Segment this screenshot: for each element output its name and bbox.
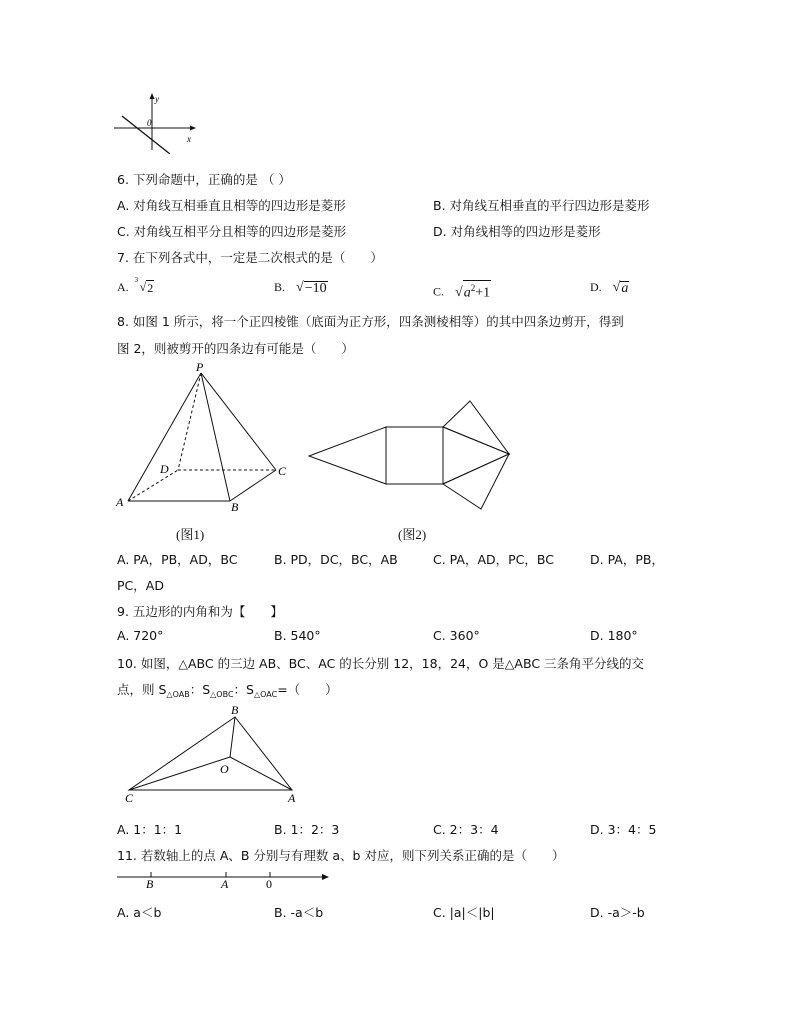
y-axis-arrow	[150, 93, 155, 99]
x-axis-label: x	[187, 134, 191, 144]
q11-option-d[interactable]: D. -a＞-b	[590, 905, 645, 920]
q6-option-b[interactable]: B. 对角线互相垂直的平行四边形是菱形	[433, 198, 650, 213]
radical-sign-icon: √	[612, 280, 621, 295]
q8-option-b[interactable]: B. PD，DC，BC，AB	[274, 552, 398, 567]
triangle-label-b: B	[231, 703, 239, 717]
q7-option-b-radicand: −10	[304, 281, 327, 296]
q11-option-c[interactable]: C. |a|＜|b|	[433, 905, 495, 920]
q8-stem-line1: 8. 如图 1 所示，将一个正四棱锥（底面为正方形，四条测棱相等）的其中四条边剪开，得到	[117, 314, 624, 329]
q7-option-c-rest: +1	[475, 285, 491, 301]
q7-option-d-letter: D.	[590, 280, 602, 294]
q10-option-a[interactable]: A. 1：1：1	[117, 822, 183, 837]
q7-option-a-letter: A.	[117, 280, 129, 294]
radical-sign-icon: √	[455, 284, 463, 300]
q10-stem-line1: 10. 如图，△ABC 的三边 AB、BC、AC 的长分别 12，18，24，O 是△ABC 三条角平分线的交	[117, 656, 645, 671]
q11-option-a[interactable]: A. a＜b	[117, 905, 162, 920]
q10-sub-oab: △OAB	[166, 690, 190, 699]
vertex-label-a: A	[116, 495, 124, 509]
triangle-label-c: C	[125, 791, 134, 805]
q11-option-b[interactable]: B. -a＜b	[274, 905, 324, 920]
q8-stem-line2: 图 2，则被剪开的四条边有可能是（ ）	[117, 341, 354, 356]
vertex-label-b: B	[231, 500, 239, 514]
q11-number-line	[115, 866, 335, 894]
q7-option-b-letter: B.	[274, 280, 286, 294]
origin-label: 0	[147, 118, 152, 128]
q9-option-d[interactable]: D. 180°	[590, 628, 638, 643]
q8-figure2-caption: (图2)	[398, 527, 427, 542]
q10-sep2: ：S	[233, 682, 254, 697]
y-axis-label: y	[155, 94, 159, 104]
function-line	[122, 116, 170, 154]
q10-triangle-figure	[118, 700, 308, 810]
q7-option-c[interactable]	[433, 280, 491, 301]
vertex-label-d: D	[160, 462, 169, 476]
vertex-label-p: P	[196, 360, 204, 374]
q10-option-d[interactable]: D. 3：4：5	[590, 822, 657, 837]
q10-option-c[interactable]: C. 2：3：4	[433, 822, 499, 837]
q7-option-a-index: 3	[134, 276, 139, 284]
q7-option-a[interactable]	[117, 276, 154, 295]
q8-option-d-line2[interactable]: PC，AD	[117, 578, 164, 593]
q7-option-c-exp: 2	[470, 283, 476, 293]
q6-option-c[interactable]: C. 对角线互相平分且相等的四边形是菱形	[117, 224, 347, 239]
q7-option-d-radicand: a	[621, 281, 629, 296]
q7-option-b[interactable]	[274, 280, 328, 296]
q8-option-c[interactable]: C. PA，AD，PC，BC	[433, 552, 554, 567]
q11-stem: 11. 若数轴上的点 A、B 分别与有理数 a、b 对应，则下列关系正确的是（ ）	[117, 848, 565, 863]
q9-option-c[interactable]: C. 360°	[433, 628, 480, 643]
number-line-arrow-icon	[322, 874, 329, 880]
q8-figure2-net	[300, 396, 520, 518]
vertex-label-c: C	[278, 464, 287, 478]
q10-stem-suffix: =（ ）	[277, 682, 338, 697]
triangle-label-a: A	[288, 791, 296, 805]
triangle-label-o: O	[220, 762, 229, 776]
q7-option-d[interactable]	[590, 280, 629, 296]
q7-stem: 7. 在下列各式中，一定是二次根式的是（ ）	[117, 250, 383, 265]
q10-sub-oac: △OAC	[253, 690, 278, 699]
q9-stem: 9. 五边形的内角和为【 】	[117, 604, 283, 619]
q6-option-d[interactable]: D. 对角线相等的四边形是菱形	[433, 224, 601, 239]
axes-figure	[110, 92, 200, 154]
q10-sep1: ：S	[189, 682, 211, 697]
q10-option-b[interactable]: B. 1：2：3	[274, 822, 340, 837]
number-line-label-b: B	[146, 877, 154, 891]
q7-option-c-base: a	[463, 285, 471, 301]
number-line-label-zero: 0	[266, 877, 272, 891]
q8-figure1-pyramid	[110, 360, 300, 518]
radical-sign-icon: √	[139, 280, 147, 294]
number-line-label-a: A	[221, 877, 229, 891]
q10-sub-obc: △OBC	[210, 690, 234, 699]
q8-option-a[interactable]: A. PA，PB，AD，BC	[117, 552, 238, 567]
q6-stem: 6. 下列命题中，正确的是 （ ）	[117, 172, 291, 187]
q9-option-a[interactable]: A. 720°	[117, 628, 164, 643]
q9-option-b[interactable]: B. 540°	[274, 628, 321, 643]
x-axis-arrow	[190, 126, 196, 131]
q6-option-a[interactable]: A. 对角线互相垂直且相等的四边形是菱形	[117, 198, 346, 213]
q8-option-d-line1[interactable]: D. PA，PB，	[590, 552, 664, 567]
radical-sign-icon: √	[296, 280, 304, 295]
q8-figure1-caption: (图1)	[176, 527, 205, 542]
q7-option-a-radicand: 2	[147, 281, 154, 295]
q7-option-c-letter: C.	[433, 284, 445, 299]
q10-stem-prefix: 点，则 S	[117, 682, 167, 697]
q10-stem-line2	[117, 680, 338, 699]
